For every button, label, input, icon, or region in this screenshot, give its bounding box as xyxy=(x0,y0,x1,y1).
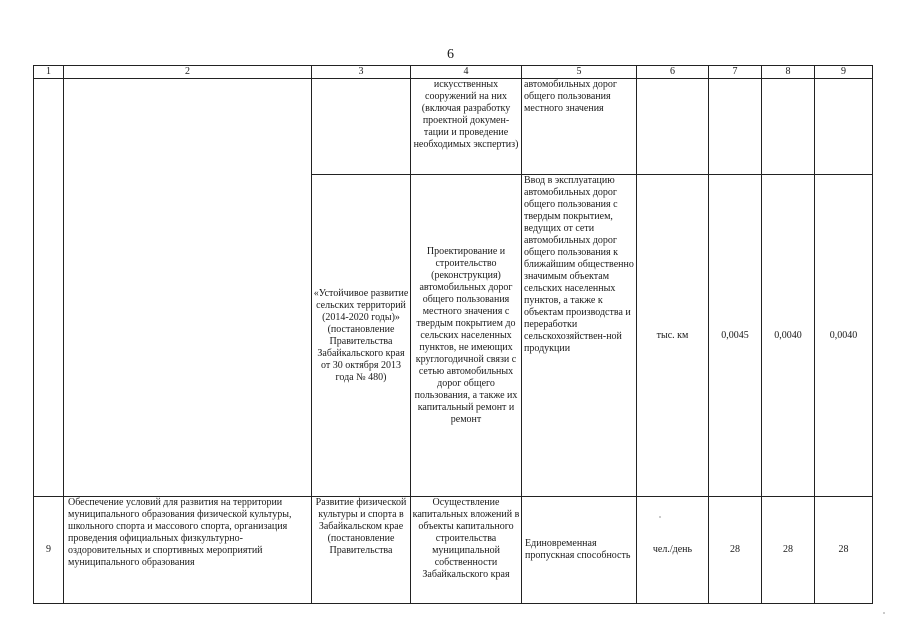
cell-c8: 28 xyxy=(762,497,815,604)
column-header: 3 xyxy=(312,66,411,79)
cell-c7 xyxy=(709,79,762,175)
cell-c4: Осуществление капитальных вложений в объекты капитального строительства муниципальной собственности Забайкальского края xyxy=(411,497,522,604)
cell-c9: 0,0040 xyxy=(815,175,873,497)
column-header: 6 xyxy=(637,66,709,79)
cell-c9: 28 xyxy=(815,497,873,604)
cell-c7: 0,0045 xyxy=(709,175,762,497)
table-row xyxy=(34,79,873,175)
cell-c4: Проектирование и строительство (реконструкция) автомобильных дорог общего пользования местного значения с твердым покрытием до сельских населенных пунктов, не имеющих круглогодичной связи с сетью автомобильных дорог общего пользования, а также их капитальный ремонт и ремонт xyxy=(411,175,522,497)
column-header: 4 xyxy=(411,66,522,79)
cell-c4: искусственных сооружений на них (включая разработку проектной докумен-тации и проведение необходимых экспертиз) xyxy=(411,79,522,175)
cell-c9 xyxy=(815,79,873,175)
cell-c8 xyxy=(762,79,815,175)
cell-c2 xyxy=(64,79,312,497)
indicators-table xyxy=(33,65,873,604)
cell-c3 xyxy=(312,79,411,175)
column-header: 2 xyxy=(64,66,312,79)
cell-c6: тыс. км xyxy=(637,175,709,497)
cell-c5: Ввод в эксплуатацию автомобильных дорог общего пользования с твердым покрытием, ведущих от сети автомобильных дорог общего пользования к ближайшим общественно значимым объектам сельских населенных пунктов, а также к объектам производства и переработки сельскохозяйствен-ной продукции xyxy=(522,175,637,497)
cell-c8: 0,0040 xyxy=(762,175,815,497)
table-row xyxy=(34,497,873,604)
scan-speck xyxy=(659,516,661,518)
column-number-row xyxy=(34,66,873,79)
column-header: 7 xyxy=(709,66,762,79)
column-header: 8 xyxy=(762,66,815,79)
cell-c7: 28 xyxy=(709,497,762,604)
column-header: 1 xyxy=(34,66,64,79)
cell-c1: 9 xyxy=(34,497,64,604)
page-number: 6 xyxy=(447,47,454,62)
column-header: 9 xyxy=(815,66,873,79)
cell-c6 xyxy=(637,79,709,175)
cell-c5: автомобильных дорог общего пользования местного значения xyxy=(522,79,637,175)
cell-c6: чел./день xyxy=(637,497,709,604)
cell-c3: «Устойчивое развитие сельских территорий (2014-2020 годы)» (постановление Правительства Забайкальского края от 30 октября 2013 года № 480) xyxy=(312,175,411,497)
cell-c5: Единовременная пропускная способность xyxy=(522,497,637,604)
cell-c1 xyxy=(34,79,64,497)
scan-speck xyxy=(883,612,885,614)
column-header: 5 xyxy=(522,66,637,79)
cell-c3: Развитие физической культуры и спорта в Забайкальском крае (постановление Правительства xyxy=(312,497,411,604)
cell-c2: Обеспечение условий для развития на территории муниципального образования физической культуры, школьного спорта и массового спорта, организация проведения официальных физкультурно-оздоровительных и спортивных мероприятий муниципального образования xyxy=(64,497,312,604)
